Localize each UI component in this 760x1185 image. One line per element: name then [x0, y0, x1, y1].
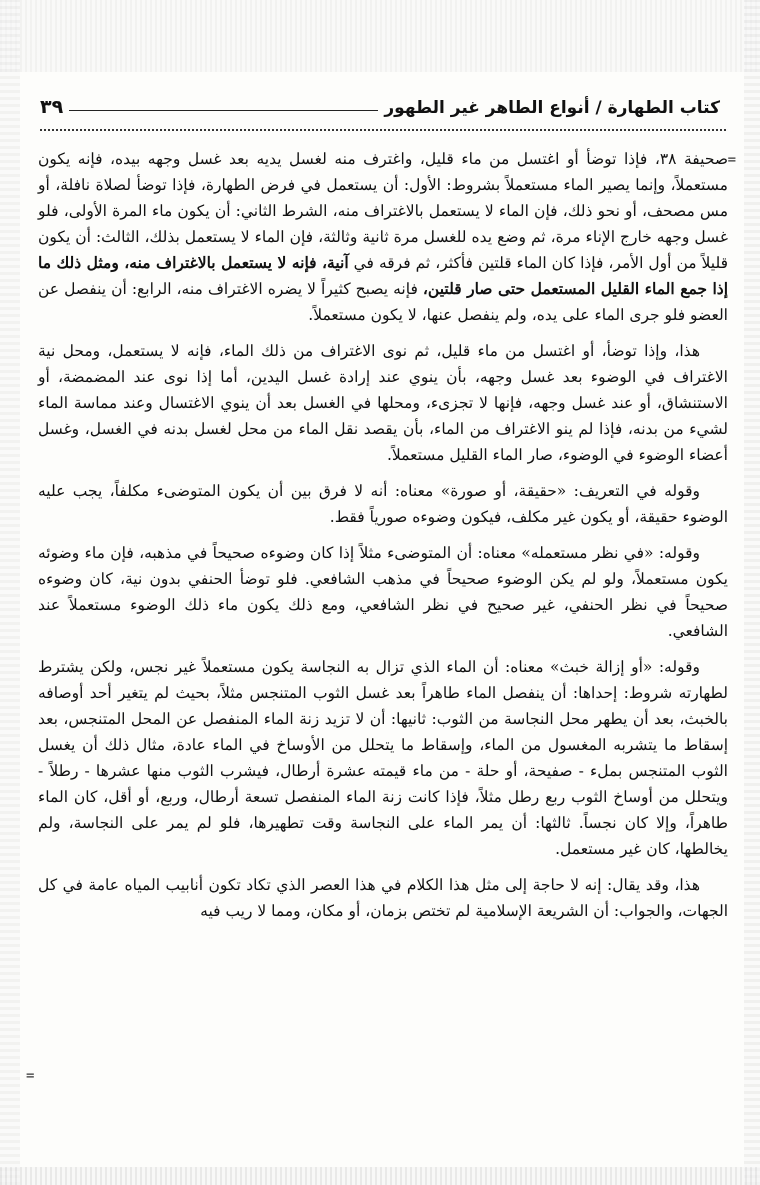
paragraph-p6 — [38, 872, 728, 924]
text-segment: هذا، وإذا توضأ، أو اغتسل من ماء قليل، ثم نوى الاغتراف من ذلك الماء، فإنه لا يستعمل، ومحل نية الاغتراف في الوضوء بعد غسل وجهه، بأن ينوي عند إرادة غسل اليدين، أما إذا نوى عند المضمضة، أو الاستنشاق، أو عند غسل وجهه، فإنها لا تجزىء، ومحلها في الغسل بعد أن ينوي الاغتسال وعند مماسة الماء لشيء من بدنه، فإذا لم ينو الاغتراف من الماء، بأن يقصد نقل الماء من محل لغسل بدنه في الغسل، وغسل أعضاء الوضوء في الوضوء، صار الماء القليل مستعملاً. — [38, 342, 728, 464]
header-rule — [69, 110, 378, 111]
text-segment: صحيفة ٣٨، فإذا توضأ أو اغتسل من ماء قليل، واغترف منه لغسل يديه بعد غسل وجهه بيده، فإنه يكون مستعملاً، وإنما يصير الماء مستعملاً بشروط: الأول: أن يستعمل في فرض الطهارة، فإذا توضأ لصلاة نافلة، أو مس مصحف، أو نحو ذلك، فإن الماء لا يستعمل بالاغتراف منه، الشرط الثاني: أن يكون ماء المرة الأولى، فلو غسل وجهه خارج الإناء مرة، ثم وضع يده للغسل مرة ثانية وثالثة، فإن الماء لا يستعمل بذلك، الثالث: أن يكون قليلاً من أول الأمر، فإذا كان الماء قلتين فأكثر، ثم فرقه في — [38, 150, 728, 272]
body-text — [38, 146, 728, 924]
text-segment: فإنه يصبح كثيراً لا يضره الاغتراف منه، الرابع: أن ينفصل عن العضو فلو جرى الماء على يده، ولم ينفصل عنها، لا يكون مستعملاً. — [38, 280, 728, 324]
text-segment: وقوله في التعريف: «حقيقة، أو صورة» معناه: أنه لا فرق بين أن يكون المتوضىء مكلفاً، يجب عليه الوضوء حقيقة، أو يكون غير مكلف، فيكون وضوءه صورياً فقط. — [38, 482, 728, 526]
text-segment: وقوله: «أو إزالة خبث» معناه: أن الماء الذي تزال به النجاسة يكون مستعملاً غير نجس، ولكن يشترط لطهارته شروط: إحداها: أن ينفصل الماء طاهراً بعد غسل الثوب المتنجس مثلاً، بحيث لم يتغير أحد أوصافه بالخبث، بعد أن يطهر محل النجاسة من الثوب: ثانيها: أن لا تزيد زنة الماء المنفصل عن المحل المتنجس، بعد إسقاط ما يتشربه المغسول من الماء، وإسقاط ما يتحلل من الأوساخ في الماء عادة، مثال ذلك أن يغسل الثوب المتنجس بملء - صفيحة، أو حلة - من ماء قيمته عشرة أرطال، فيشرب الثوب منها عشرها - رطلاً - ويتحلل من أوساخ الثوب ربع رطل مثلاً، فإذا كانت زنة الماء المنفصل تسعة أرطال، وربع، أو أقل، كان الماء طاهراً، وإلا كان نجساً. ثالثها: أن يمر الماء على النجاسة وقت تطهيرها، فلو لم يمر على النجاسة، ولم يخالطها، كان غير مستعمل. — [38, 658, 728, 858]
dotted-separator — [40, 129, 726, 131]
scan-noise-right — [744, 0, 760, 1185]
running-title: كتاب الطهارة / أنواع الطاهر غير الطهور — [384, 98, 720, 118]
margin-mark-bottom: = — [26, 1068, 35, 1084]
paragraph-p5 — [38, 654, 728, 862]
scan-noise-top — [0, 0, 760, 72]
paragraph-p3 — [38, 478, 728, 530]
scan-noise-left — [0, 0, 20, 1185]
margin-mark-top: = — [727, 152, 736, 168]
paragraph-p4 — [38, 540, 728, 644]
bold-text-segment: آنية، فإنه لا يستعمل بالاغتراف منه، ومثل ذلك ما إذا جمع الماء القليل المستعمل حتى صار قلتين، — [38, 253, 729, 298]
page-number: ٣٩ — [40, 96, 64, 118]
text-segment: هذا، وقد يقال: إنه لا حاجة إلى مثل هذا الكلام في هذا العصر الذي تكاد تكون أنابيب المياه عامة في كل الجهات، والجواب: أن الشريعة الإسلامية لم تختص بزمان، أو مكان، ومما لا ريب فيه — [38, 876, 728, 920]
paragraph-p2 — [38, 338, 728, 468]
page-header — [40, 88, 720, 118]
paragraph-p1 — [38, 146, 728, 328]
text-segment: وقوله: «في نظر مستعمله» معناه: أن المتوضىء مثلاً إذا كان وضوءه صحيحاً في مذهبه، فإن ماء وضوئه يكون مستعملاً، ولو لم يكن الوضوء صحيحاً في مذهب الشافعي. فلو توضأ الحنفي بدون نية، كان وضوءه صحيحاً في نظر الحنفي، غير صحيح في نظر الشافعي، ومع ذلك يكون ماء ذلك الوضوء مستعملاً عند الشافعي. — [38, 544, 728, 640]
scan-noise-bottom — [0, 1167, 760, 1185]
